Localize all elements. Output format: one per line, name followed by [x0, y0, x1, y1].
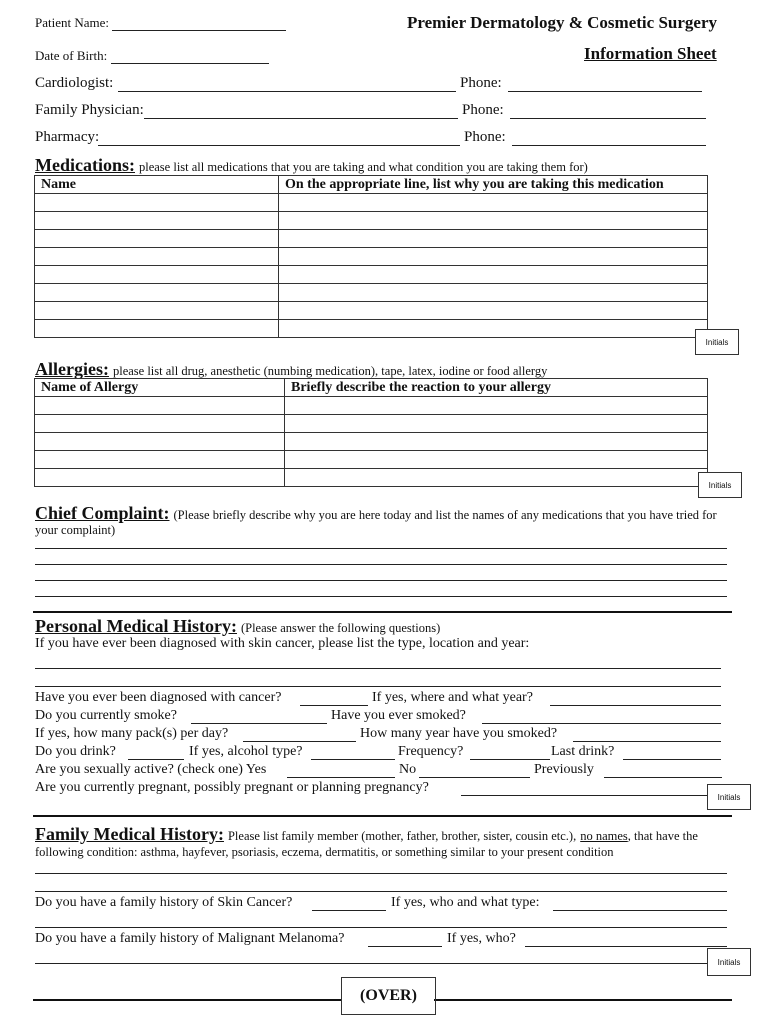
table-row[interactable] [35, 266, 708, 284]
section-divider [33, 815, 732, 817]
table-row[interactable] [35, 415, 708, 433]
q-alcohol-type: If yes, alcohol type? [189, 744, 303, 759]
family-physician-label: Family Physician: [35, 102, 144, 118]
q-ever-smoked: Have you ever smoked? [331, 708, 466, 723]
family-history-line-2[interactable] [35, 891, 727, 892]
skin-cancer-line-1[interactable] [35, 668, 721, 669]
table-row[interactable] [35, 320, 708, 338]
alcohol-type-field[interactable] [311, 759, 395, 760]
q-frequency: Frequency? [398, 744, 464, 759]
medications-initials-box[interactable]: Initials [695, 329, 739, 355]
allergies-col-name: Name of Allergy [35, 379, 285, 397]
patient-name-label: Patient Name: [35, 15, 110, 30]
sexually-active-previously-field[interactable] [604, 777, 722, 778]
allergies-title: Allergies: [35, 359, 109, 379]
sheet-title: Information Sheet [584, 44, 717, 63]
q-years: How many year have you smoked? [360, 726, 558, 741]
q-smoke: Do you currently smoke? [35, 708, 177, 723]
cardiologist-phone-field[interactable] [508, 91, 702, 92]
allergies-note: please list all drug, anesthetic (numbing medication), tape, latex, iodine or food allergy [112, 364, 548, 378]
packs-field[interactable] [243, 741, 356, 742]
medications-col-name: Name [35, 176, 279, 194]
practice-name: Premier Dermatology & Cosmetic Surgery [407, 13, 717, 32]
footer-rule-right [434, 999, 732, 1001]
table-row[interactable] [35, 451, 708, 469]
chief-complaint-line-4[interactable] [35, 596, 727, 597]
table-row[interactable] [35, 469, 708, 487]
family-history-note-2: following condition: asthma, hayfever, psoriasis, eczema, dermatitis, or something similar to your present condition [35, 845, 614, 859]
opt-no: No [399, 762, 417, 777]
family-history-note-b: , that have the [627, 829, 698, 843]
family-melanoma-who-field[interactable] [525, 946, 727, 947]
pregnant-field[interactable] [461, 795, 707, 796]
years-smoked-field[interactable] [573, 741, 721, 742]
family-history-note-a: Please list family member (mother, father, brother, sister, cousin etc.), [227, 829, 577, 843]
personal-history-initials-box[interactable]: Initials [707, 784, 751, 810]
chief-complaint-note-2: your complaint) [35, 523, 116, 537]
footer-rule-left [33, 999, 342, 1001]
personal-history-note: (Please answer the following questions) [240, 621, 441, 635]
table-row[interactable] [35, 302, 708, 320]
medications-title: Medications: [35, 155, 135, 175]
family-skin-cancer-line[interactable] [35, 927, 727, 928]
cancer-answer-field[interactable] [300, 705, 368, 706]
pharmacy-label: Pharmacy: [35, 129, 100, 145]
medications-heading [35, 155, 588, 176]
table-header-row [35, 176, 708, 194]
family-history-initials-box[interactable]: Initials [707, 948, 751, 976]
frequency-field[interactable] [470, 759, 550, 760]
q-family-melanoma: Do you have a family history of Malignant Melanoma? [35, 931, 345, 946]
family-skin-cancer-field[interactable] [312, 910, 386, 911]
family-melanoma-field[interactable] [368, 946, 442, 947]
sexually-active-yes-field[interactable] [287, 777, 395, 778]
cardiologist-label: Cardiologist: [35, 75, 114, 91]
dob-label: Date of Birth: [35, 48, 108, 63]
medications-col-reason: On the appropriate line, list why you are taking this medication [279, 176, 708, 194]
family-physician-phone-label: Phone: [462, 102, 504, 118]
q-where: If yes, where and what year? [372, 690, 533, 705]
family-history-title: Family Medical History: [35, 824, 224, 844]
q-packs: If yes, how many pack(s) per day? [35, 726, 229, 741]
dob-field[interactable] [111, 63, 269, 64]
medications-table [34, 175, 708, 338]
table-row[interactable] [35, 284, 708, 302]
section-divider [33, 611, 732, 613]
q-drink: Do you drink? [35, 744, 116, 759]
chief-complaint-line-2[interactable] [35, 564, 727, 565]
skin-cancer-question: If you have ever been diagnosed with skin cancer, please list the type, location and year: [35, 636, 530, 651]
family-skin-cancer-who-field[interactable] [553, 910, 727, 911]
personal-history-heading [35, 616, 440, 637]
pharmacy-phone-field[interactable] [512, 145, 706, 146]
table-row[interactable] [35, 194, 708, 212]
chief-complaint-line-3[interactable] [35, 580, 727, 581]
medications-note: please list all medications that you are taking and what condition you are taking them for) [138, 160, 588, 174]
q-last-drink: Last drink? [551, 744, 615, 759]
skin-cancer-line-2[interactable] [35, 686, 721, 687]
family-history-line-1[interactable] [35, 873, 727, 874]
table-row[interactable] [35, 248, 708, 266]
chief-complaint-line-1[interactable] [35, 548, 727, 549]
table-row[interactable] [35, 230, 708, 248]
q-who-type: If yes, who and what type: [391, 895, 540, 910]
family-history-heading [35, 824, 698, 845]
family-melanoma-line[interactable] [35, 963, 707, 964]
smoke-field[interactable] [191, 723, 327, 724]
allergies-table [34, 378, 708, 487]
q-pregnant: Are you currently pregnant, possibly pregnant or planning pregnancy? [35, 780, 429, 795]
q-sexually-active: Are you sexually active? (check one) Yes [35, 762, 267, 777]
allergies-initials-box[interactable]: Initials [698, 472, 742, 498]
table-row[interactable] [35, 212, 708, 230]
over-label: (OVER) [341, 977, 436, 1015]
pharmacy-phone-label: Phone: [464, 129, 506, 145]
table-row[interactable] [35, 433, 708, 451]
sexually-active-no-field[interactable] [419, 777, 530, 778]
chief-complaint-heading [35, 503, 717, 524]
family-physician-field[interactable] [144, 118, 458, 119]
allergies-heading [35, 359, 547, 380]
cardiologist-phone-label: Phone: [460, 75, 502, 91]
drink-field[interactable] [128, 759, 184, 760]
allergies-col-reaction: Briefly describe the reaction to your allergy [285, 379, 708, 397]
chief-complaint-note: (Please briefly describe why you are here today and list the names of any medications that you have tried for [173, 508, 717, 522]
pharmacy-field[interactable] [98, 145, 460, 146]
cardiologist-field[interactable] [118, 91, 456, 92]
ever-smoked-field[interactable] [482, 723, 721, 724]
personal-history-title: Personal Medical History: [35, 616, 237, 636]
table-row[interactable] [35, 397, 708, 415]
cancer-where-field[interactable] [550, 705, 721, 706]
family-physician-phone-field[interactable] [510, 118, 706, 119]
family-history-no-names: no names [580, 829, 628, 843]
chief-complaint-title: Chief Complaint: [35, 503, 170, 523]
q-cancer: Have you ever been diagnosed with cancer? [35, 690, 282, 705]
patient-name-field[interactable] [112, 30, 286, 31]
q-family-skin-cancer: Do you have a family history of Skin Cancer? [35, 895, 293, 910]
last-drink-field[interactable] [623, 759, 721, 760]
opt-previously: Previously [534, 762, 594, 777]
table-header-row [35, 379, 708, 397]
q-who: If yes, who? [447, 931, 516, 946]
